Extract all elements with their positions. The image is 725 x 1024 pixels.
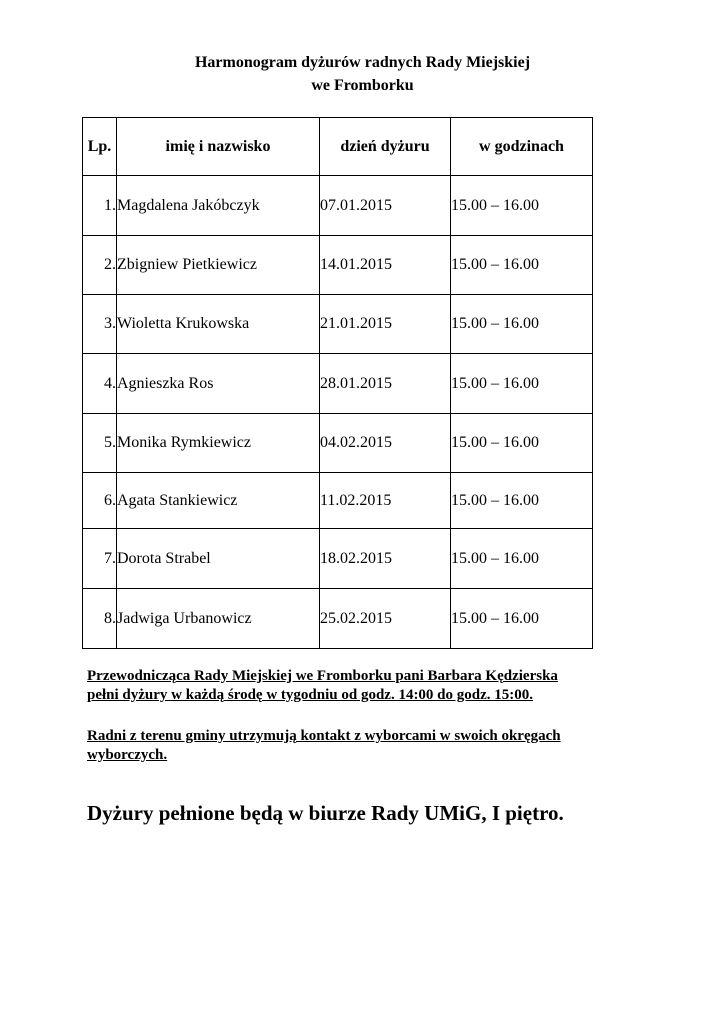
header-lp: Lp.: [83, 118, 117, 176]
row-hours: 15.00 – 16.00: [451, 176, 593, 236]
chairwoman-note-line2: pełni dyżury w każdą środę w tygodniu od godz. 14:00 do godz. 15:00.: [87, 687, 534, 703]
contact-note-line1: Radni z terenu gminy utrzymują kontakt z wyborcami w swoich okręgach: [87, 728, 561, 744]
row-date: 21.01.2015: [320, 295, 451, 354]
row-date: 25.02.2015: [320, 589, 451, 649]
row-date: 11.02.2015: [320, 473, 451, 529]
row-lp: 2.: [83, 236, 117, 295]
row-lp: 5.: [83, 414, 117, 473]
document-title: Harmonogram dyżurów radnych Rady Miejskiej: [194, 54, 531, 71]
table-row: [83, 176, 593, 236]
row-name: Magdalena Jakóbczyk: [117, 176, 320, 236]
table-row: [83, 473, 593, 529]
row-lp: 3.: [83, 295, 117, 354]
row-name: Dorota Strabel: [117, 529, 320, 589]
councillors-contact-note: [87, 727, 647, 765]
table-row: [83, 354, 593, 414]
row-lp: 4.: [83, 354, 117, 414]
row-name: Monika Rymkiewicz: [117, 414, 320, 473]
document-subtitle: we Fromborku: [311, 77, 414, 94]
table-header-row: [83, 118, 593, 176]
row-date: 28.01.2015: [320, 354, 451, 414]
table-row: [83, 236, 593, 295]
row-name: Wioletta Krukowska: [117, 295, 320, 354]
header-name: imię i nazwisko: [117, 118, 320, 176]
row-lp: 8.: [83, 589, 117, 649]
row-hours: 15.00 – 16.00: [451, 529, 593, 589]
row-date: 14.01.2015: [320, 236, 451, 295]
table-row: [83, 414, 593, 473]
row-hours: 15.00 – 16.00: [451, 236, 593, 295]
row-date: 07.01.2015: [320, 176, 451, 236]
table-row: [83, 295, 593, 354]
chairwoman-note: [87, 667, 647, 705]
duty-location-statement: Dyżury pełnione będą w biurze Rady UMiG, I piętro.: [87, 801, 564, 825]
row-hours: 15.00 – 16.00: [451, 414, 593, 473]
row-date: 04.02.2015: [320, 414, 451, 473]
duty-schedule-table: [82, 117, 593, 649]
row-date: 18.02.2015: [320, 529, 451, 589]
row-name: Zbigniew Pietkiewicz: [117, 236, 320, 295]
chairwoman-note-line1: Przewodnicząca Rady Miejskiej we Fromborku pani Barbara Kędzierska: [87, 668, 558, 684]
row-hours: 15.00 – 16.00: [451, 589, 593, 649]
row-name: Agnieszka Ros: [117, 354, 320, 414]
table-row: [83, 589, 593, 649]
row-name: Jadwiga Urbanowicz: [117, 589, 320, 649]
row-lp: 7.: [83, 529, 117, 589]
table-row: [83, 529, 593, 589]
row-lp: 1.: [83, 176, 117, 236]
row-hours: 15.00 – 16.00: [451, 473, 593, 529]
row-hours: 15.00 – 16.00: [451, 295, 593, 354]
header-hours: w godzinach: [451, 118, 593, 176]
header-date: dzień dyżuru: [320, 118, 451, 176]
contact-note-line2: wyborczych.: [87, 747, 168, 763]
row-name: Agata Stankiewicz: [117, 473, 320, 529]
row-lp: 6.: [83, 473, 117, 529]
row-hours: 15.00 – 16.00: [451, 354, 593, 414]
